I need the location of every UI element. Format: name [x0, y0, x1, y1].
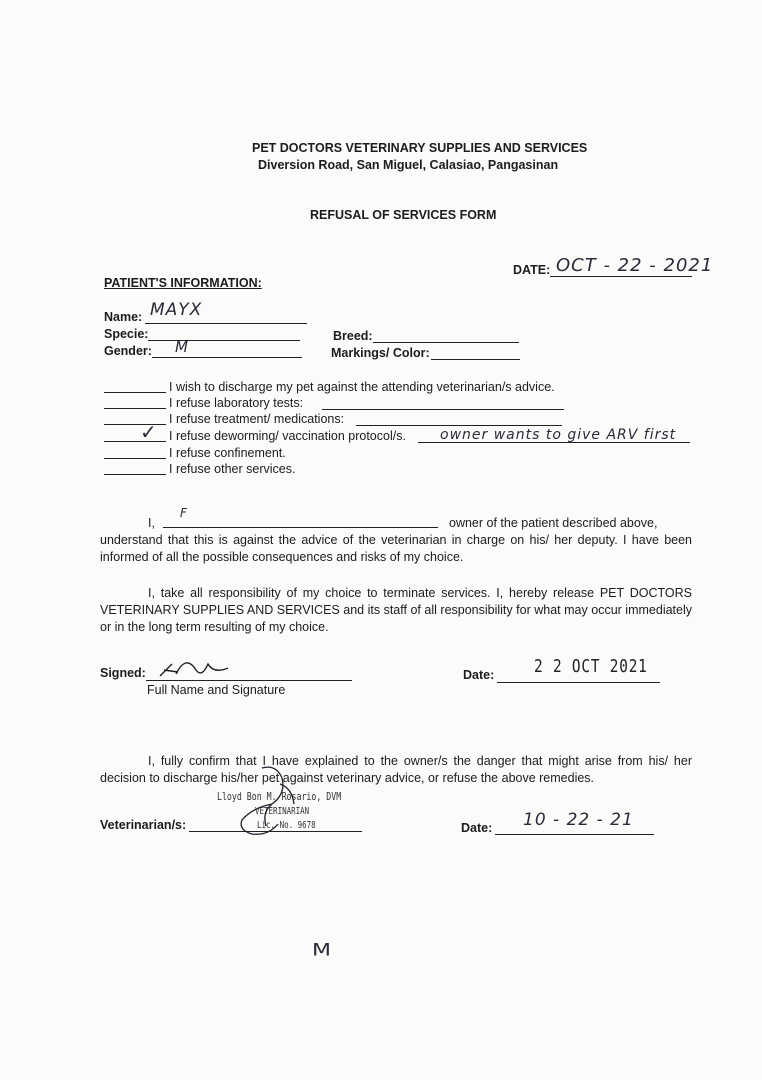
vet-date-line [495, 834, 654, 835]
owner-name-line [163, 527, 438, 528]
treatment-line [356, 425, 562, 426]
company-name: PET DOCTORS VETERINARY SUPPLIES AND SERVICES [252, 141, 588, 155]
vet-date-label: Date: [461, 821, 493, 835]
markings-line [431, 359, 520, 360]
confirmation-statement: I, fully confirm that I have explained to the owner/s the danger that might arise from his/ her decision to discharge his/her pet against veterinary advice, or refuse the above remedies. [100, 754, 692, 785]
vet-stamp-license: Lic. No. 9678 [257, 820, 316, 831]
signature-caption: Full Name and Signature [147, 683, 286, 697]
responsibility-statement: I, take all responsibility of my choice to terminate services. I, hereby release PET DOCTORS VETERINARY SUPPLIES AND SERVICES and its staff of all responsibility for what may occur immediately or in the long term resulting of my choice. [100, 586, 692, 634]
vet-signature-scribble [232, 764, 312, 840]
vet-stamp-title: VETERINARIAN [255, 806, 310, 817]
breed-label: Breed: [333, 329, 373, 343]
owner-date-label: Date: [463, 668, 495, 682]
signed-label: Signed: [100, 666, 146, 680]
refusal-blank-5 [104, 474, 166, 475]
owner-date-line [497, 682, 660, 683]
refusal-item-4: I refuse confinement. [169, 446, 286, 460]
owner-name-handwritten: F [180, 506, 188, 520]
refusal-item-2: I refuse treatment/ medications: [169, 412, 345, 426]
date-line [550, 276, 692, 277]
owner-statement-body: understand that this is against the advice of the veterinarian in charge on his/ her deputy. I have been informed of all the possible consequences and risks of my choice. [100, 533, 692, 564]
owner-date-stamp: 2 2 OCT 2021 [534, 656, 648, 677]
name-label: Name: [104, 310, 143, 324]
specie-label: Specie: [104, 327, 149, 341]
name-handwritten: MAYX [150, 300, 203, 320]
name-line [145, 323, 307, 324]
refusal-item-3: I refuse deworming/ vaccination protocol/s. [169, 429, 406, 443]
vet-date-handwritten: 10 - 22 - 21 [523, 810, 634, 830]
refusal-item-5: I refuse other services. [169, 462, 296, 476]
footer-initial-handwritten: M [312, 941, 332, 960]
date-handwritten: OCT - 22 - 2021 [556, 255, 714, 276]
refusal-item-1: I refuse laboratory tests: [169, 396, 304, 410]
date-label: DATE: [513, 263, 551, 277]
gender-label: Gender: [104, 344, 152, 358]
refusal-item-0: I wish to discharge my pet against the attending veterinarian/s advice. [169, 380, 555, 394]
refusal-blank-0 [104, 392, 166, 393]
breed-line [373, 342, 519, 343]
veterinarian-label: Veterinarian/s: [100, 818, 187, 832]
gender-handwritten: M [175, 338, 189, 356]
specie-line [148, 340, 300, 341]
gender-line [152, 357, 302, 358]
owner-signature-scribble [156, 650, 236, 684]
refusal-blank-4 [104, 458, 166, 459]
owner-statement-suffix: owner of the patient described above, [449, 516, 658, 530]
lab-tests-line [322, 409, 564, 410]
check-mark-icon: ✓ [140, 420, 158, 444]
refusal-blank-1 [104, 408, 166, 409]
markings-label: Markings/ Color: [331, 346, 430, 360]
patient-info-heading: PATIENT'S INFORMATION: [104, 276, 262, 290]
vet-stamp-name: Lloyd Bon M. Rosario, DVM [217, 790, 342, 803]
form-title: REFUSAL OF SERVICES FORM [310, 208, 497, 222]
company-address: Diversion Road, San Miguel, Calasiao, Pangasinan [258, 158, 559, 172]
deworming-note-handwritten: owner wants to give ARV first [440, 427, 677, 443]
owner-statement-prefix: I, [148, 516, 155, 530]
